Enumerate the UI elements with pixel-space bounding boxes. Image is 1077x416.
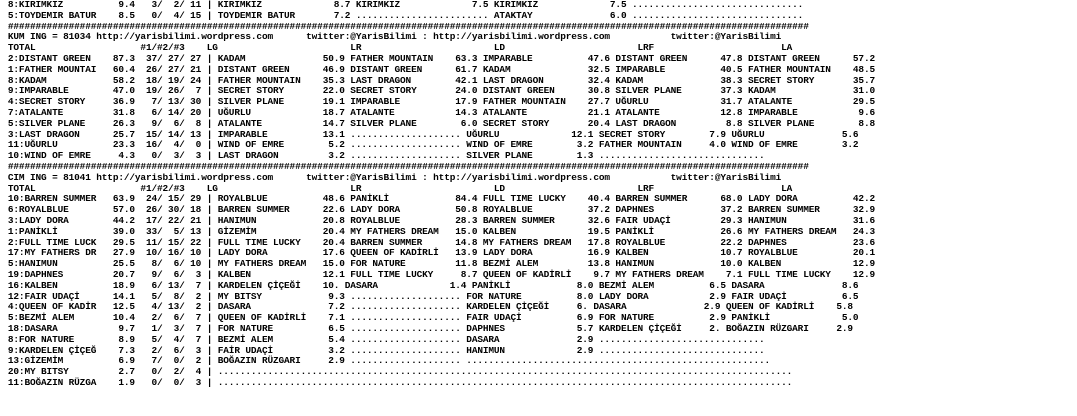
report-line: 9:IMPARABLE 47.0 19/ 26/ 7 | SECRET STORY 22.0 SECRET STORY 24.0 DISTANT GREEN 30.8 SILVER PLANE 37.3 KADAM 31.0 <box>7 85 876 97</box>
report-line: 2:FULL TIME LUCK 29.5 11/ 15/ 22 | FULL TIME LUCKY 20.4 BARREN SUMMER 14.8 MY FATHERS DREAM 17.8 ROYALBLUE 22.2 DAPHNES 23.6 <box>7 236 876 248</box>
report-line: 19:DAPHNES 20.7 9/ 6/ 3 | KALBEN 12.1 FULL TIME LUCKY 8.7 QUEEN OF KADİRLİ 9.7 MY FATHERS DREAM 7.1 FULL TIME LUCKY 12.9 <box>7 268 876 280</box>
report-line: 17:MY FATHERS DR 27.9 10/ 16/ 10 | LADY DORA 17.6 QUEEN OF KADİRLİ 13.9 LADY DORA 16.9 KALBEN 10.7 ROYALBLUE 20.1 <box>7 247 876 259</box>
report-line: 6:ROYALBLUE 57.0 26/ 30/ 18 | BARREN SUMMER 22.6 LADY DORA 50.8 ROYALBLUE 37.2 DAPHNES 37.2 BARREN SUMMER 32.9 <box>7 204 876 216</box>
report-line: 8:KADAM 58.2 18/ 19/ 24 | FATHER MOUNTAIN 35.3 LAST DRAGON 42.1 LAST DRAGON 32.4 KADAM 38.3 SECRET STORY 35.7 <box>7 74 876 86</box>
report-line: 5:SILVER PLANE 26.3 9/ 6/ 8 | ATALANTE 14.7 SILVER PLANE 6.0 SECRET STORY 20.4 LAST DRAGON 8.8 SILVER PLANE 8.8 <box>7 117 876 129</box>
report-line: 2:DISTANT GREEN 87.3 37/ 27/ 27 | KADAM 50.9 FATHER MOUNTAIN 63.3 IMPARABLE 47.6 DISTANT GREEN 47.8 DISTANT GREEN 57.2 <box>7 52 876 64</box>
report-line: 1:FATHER MOUNTAI 60.4 26/ 27/ 21 | DISTANT GREEN 46.9 DISTANT GREEN 61.7 KADAM 32.5 IMPARABLE 40.5 FATHER MOUNTAIN 48.5 <box>7 63 876 75</box>
report-line: CIM ING = 81041 http://yarisbilimi.wordpress.com twitter:@YarisBilimi : http://yarisbilimi.wordpress.com twitter:@YarisBilimi <box>7 171 782 183</box>
report-line: 3:LAST DRAGON 25.7 15/ 14/ 13 | IMPARABLE 13.1 .................... UĞURLU 12.1 SECRET STORY 7.9 UĞURLU 5.6 <box>7 128 859 140</box>
report-line: TOTAL #1/#2/#3 LG LR LD LRF LA <box>7 182 793 194</box>
report-line: TOTAL #1/#2/#3 LG LR LD LRF LA <box>7 42 793 54</box>
report-line: 18:DASARA 9.7 1/ 3/ 7 | FOR NATURE 6.5 .................... DAPHNES 5.7 KARDELEN ÇİÇEĞİ 2. BOĞAZIN RÜZGARI 2.9 <box>7 322 853 334</box>
report-line: 20:MY BITSY 2.7 0/ 2/ 4 | ........................................................................................................ <box>7 366 793 378</box>
report-line: 11:UĞURLU 23.3 16/ 4/ 0 | WIND OF EMRE 5.2 .................... WIND OF EMRE 3.2 FATHER MOUNTAIN 4.0 WIND OF EMRE 3.2 <box>7 139 859 151</box>
report-line: 12:FAIR UDAÇİ 14.1 5/ 8/ 2 | MY BITSY 9.3 .................... FOR NATURE 8.0 LADY DORA 2.9 FAIR UDAÇİ 6.5 <box>7 290 859 302</box>
report-line: 11:BOĞAZIN RÜZGA 1.9 0/ 0/ 3 | ........................................................................................................ <box>7 376 793 388</box>
report-line: 13:GİZEMİM 6.9 7/ 0/ 2 | BOĞAZIN RÜZGARI 2.9 .................... ....................................................... <box>7 355 771 367</box>
report-line: 9:KARDELEN ÇİÇEĞ 7.3 2/ 6/ 3 | FAİR UDAÇİ 3.2 .................... HANIMUN 2.9 .............................. <box>7 344 765 356</box>
report-line: 1:PANİKLİ 39.0 33/ 5/ 13 | GİZEMİM 20.4 MY FATHERS DREAM 15.0 KALBEN 19.5 PANİKLİ 26.6 MY FATHERS DREAM 24.3 <box>7 225 876 237</box>
report-line: 5:TOYDEMIR BATUR 8.5 0/ 4/ 15 | TOYDEMIR BATUR 7.2 ........................ ATAKTAY 6.0 ............................... <box>7 9 804 21</box>
report-line: 5:BEZMİ ALEM 10.4 2/ 6/ 7 | QUEEN OF KADİRLİ 7.1 .................... FAIR UDAÇİ 6.9 FOR NATURE 2.9 PANİKLİ 5.0 <box>7 312 859 324</box>
report-line: ################################################################################################################################################# <box>7 160 809 172</box>
report-line: 10:WIND OF EMRE 4.3 0/ 3/ 3 | LAST DRAGON 3.2 .................... SILVER PLANE 1.3 .............................. <box>7 150 765 162</box>
report-line: 4:QUEEN OF KADİR 12.5 4/ 13/ 2 | DASARA 7.2 .................... KARDELEN ÇİÇEĞİ 6. DASARA 2.9 QUEEN OF KADİRLİ 5.8 <box>7 301 853 313</box>
report-line: 10:BARREN SUMMER 63.9 24/ 15/ 29 | ROYALBLUE 48.6 PANİKLİ 84.4 FULL TIME LUCKY 40.4 BARREN SUMMER 68.0 LADY DORA 42.2 <box>7 193 876 205</box>
report-line: ################################################################################################################################################# <box>7 20 809 32</box>
report-line: 16:KALBEN 18.9 6/ 13/ 7 | KARDELEN ÇİÇEĞİ 10. DASARA 1.4 PANİKLİ 8.0 BEZMİ ALEM 6.5 DASARA 8.6 <box>7 279 859 291</box>
report-line: 4:SECRET STORY 36.9 7/ 13/ 30 | SILVER PLANE 19.1 IMPARABLE 17.9 FATHER MOUNTAIN 27.7 UĞURLU 31.7 ATALANTE 29.5 <box>7 96 876 108</box>
report-line: 8:KIRIMKIZ 9.4 3/ 2/ 11 | KIRIMKIZ 8.7 KIRIMKIZ 7.5 KIRIMKIZ 7.5 ............................... <box>7 0 804 10</box>
report-line: 8:FOR NATURE 8.9 5/ 4/ 7 | BEZMİ ALEM 5.4 .................... DASARA 2.9 .............................. <box>7 333 765 345</box>
report-line: 3:LADY DORA 44.2 17/ 22/ 21 | HANIMUN 20.8 ROYALBLUE 28.3 BARREN SUMMER 32.6 FAIR UDAÇİ 29.3 HANIMUN 31.6 <box>7 214 876 226</box>
report-line: 7:ATALANTE 31.8 6/ 14/ 20 | UĞURLU 18.7 ATALANTE 14.3 ATALANTE 21.1 ATALANTE 12.8 IMPARABLE 9.6 <box>7 106 876 118</box>
report-line: KUM ING = 81034 http://yarisbilimi.wordpress.com twitter:@YarisBilimi : http://yarisbilimi.wordpress.com twitter:@YarisBilimi <box>7 31 782 43</box>
report-line: 5:HANIMUN 25.5 8/ 6/ 10 | MY FATHERS DREAM 15.0 FOR NATURE 11.8 BEZMİ ALEM 13.8 HANIMUN 10.0 KALBEN 12.9 <box>7 258 876 270</box>
